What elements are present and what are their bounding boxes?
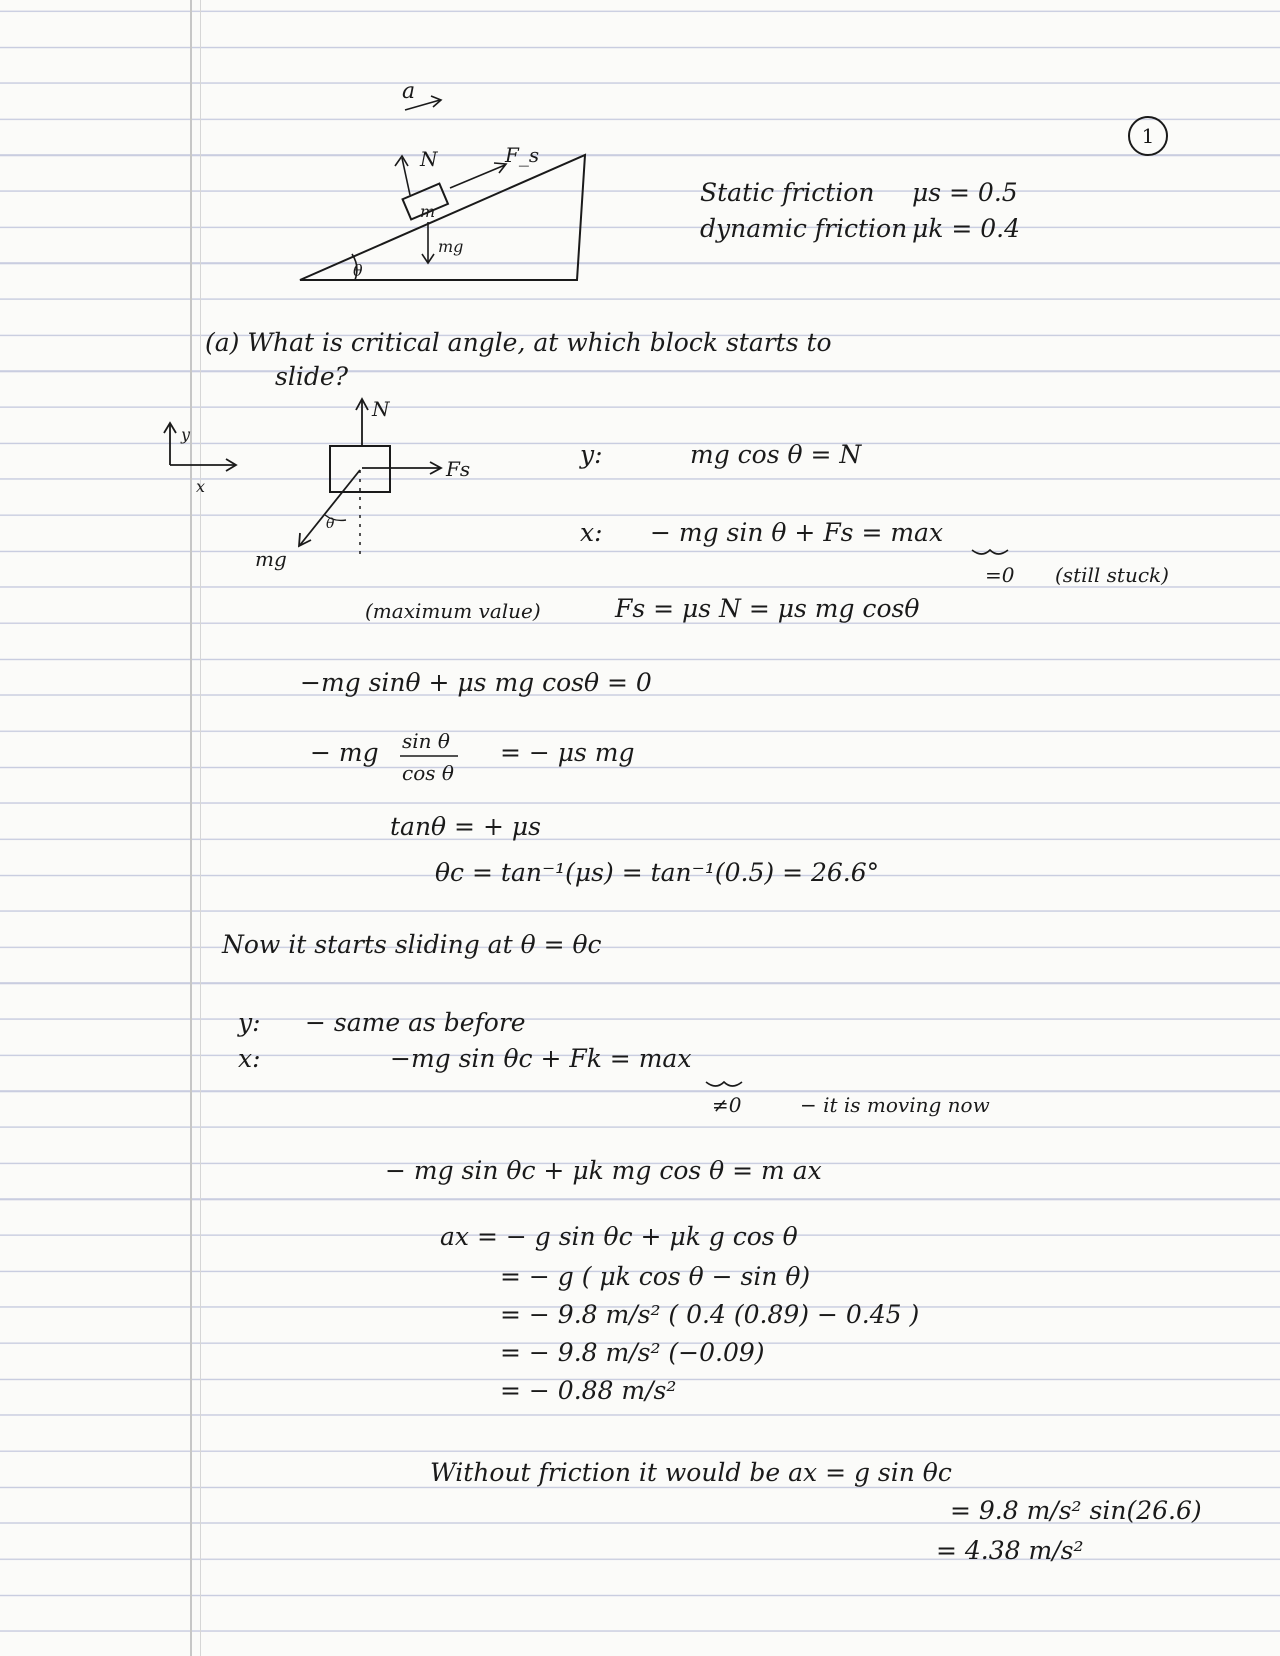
static-line-2-denominator: cos θ [402,761,454,785]
sliding-y-text: − same as before [305,1008,526,1037]
static-line-2-lhs: − mg [310,738,379,767]
axes-x-label: x [196,477,206,496]
sliding-equation-4: = − g ( μk cos θ − sin θ) [500,1262,811,1291]
frictionless-equation-2: = 4.38 m/s² [936,1536,1084,1565]
max-friction-equation: Fs = μs N = μs mg cosθ [615,594,920,623]
diagram2-weight-label: mg [255,547,287,571]
diagram2-angle-label: θ [326,516,335,532]
sliding-equation-7: = − 0.88 m/s² [500,1376,677,1405]
sliding-x-equation: −mg sin θc + Fk = max [390,1044,692,1073]
frictionless-text: Without friction it would be ax = g sin θc [430,1458,952,1487]
block-fbd [299,399,441,560]
diagram1-weight-label: mg [438,237,464,256]
static-friction-label: Static friction [700,178,875,207]
diagram2-normal-label: N [372,397,390,421]
critical-angle-result: θc = tan⁻¹(μs) = tan⁻¹(0.5) = 26.6° [435,858,880,887]
diagram1-normal-label: N [420,147,438,171]
sliding-x-label: x: [238,1044,261,1073]
sliding-y-label: y: [238,1008,261,1037]
sliding-equation-2: − mg sin θc + μk mg cos θ = m ax [385,1156,822,1185]
static-y-label: y: [580,440,603,469]
static-x-label: x: [580,518,603,547]
sliding-equation-6: = − 9.8 m/s² (−0.09) [500,1338,765,1367]
max-underbrace-2 [706,1082,742,1086]
dynamic-friction-label: dynamic friction [700,214,908,243]
static-y-equation: mg cos θ = N [690,440,862,469]
static-friction-value: μs = 0.5 [912,178,1018,207]
maximum-value-label: (maximum value) [365,599,541,623]
diagram2-friction-label: Fs [446,457,471,481]
axes-y-label: y [181,425,191,444]
sliding-intro: Now it starts sliding at θ = θc [222,930,602,959]
static-x-equation: − mg sin θ + Fs = max [650,518,944,547]
page-number: 1 [1128,116,1168,156]
dynamic-friction-value: μk = 0.4 [912,214,1020,243]
diagram1-angle-label: θ [353,261,363,280]
frictionless-equation-1: = 9.8 m/s² sin(26.6) [950,1496,1202,1525]
sliding-equation-5: = − 9.8 m/s² ( 0.4 (0.89) − 0.45 ) [500,1300,920,1329]
static-line-2-numerator: sin θ [402,729,450,753]
axes-symbol [164,423,236,471]
nonzero-note: ≠0 [712,1093,742,1117]
static-line-1: −mg sinθ + μs mg cosθ = 0 [300,668,652,697]
question-line-2: slide? [275,362,349,391]
max-underbrace [972,550,1008,554]
sliding-equation-3: ax = − g sin θc + μk g cos θ [440,1222,798,1251]
zero-note: =0 [985,563,1015,587]
diagram1-friction-label: F_s [505,143,540,167]
question-line-1: (a) What is critical angle, at which block starts to [205,328,832,357]
static-line-3: tanθ = + μs [390,812,541,841]
diagram1-accel-label: a [402,79,416,104]
diagram1-mass-label: m [420,202,436,221]
static-line-2-rhs: = − μs mg [500,738,635,767]
still-stuck-note: (still stuck) [1055,563,1169,587]
moving-note: − it is moving now [800,1093,990,1117]
